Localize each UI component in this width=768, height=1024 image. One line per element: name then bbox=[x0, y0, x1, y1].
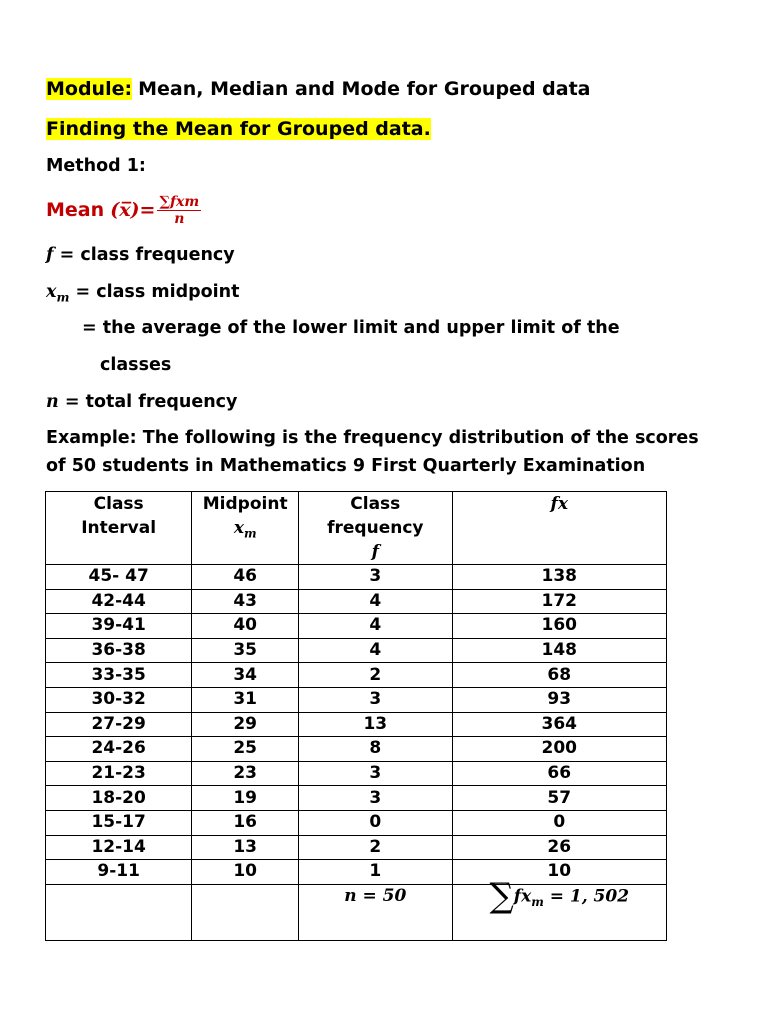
table-row bbox=[46, 712, 667, 737]
cell-interval: 15-17 bbox=[46, 810, 192, 835]
module-label: Module: bbox=[46, 78, 133, 100]
header-frequency-line1: Class bbox=[350, 494, 401, 514]
cell-midpoint: 13 bbox=[192, 835, 299, 860]
header-class-interval-line2: Interval bbox=[81, 518, 157, 538]
cell-midpoint: 35 bbox=[192, 638, 299, 663]
cell-interval: 12-14 bbox=[46, 835, 192, 860]
mean-label: Mean bbox=[46, 199, 105, 221]
header-class-interval-line1: Class bbox=[93, 494, 144, 514]
subtitle-text: Finding the Mean for Grouped data. bbox=[46, 118, 431, 140]
cell-midpoint: 19 bbox=[192, 786, 299, 811]
cell-interval: 24-26 bbox=[46, 737, 192, 762]
cell-interval: 33-35 bbox=[46, 663, 192, 688]
cell-midpoint: 46 bbox=[192, 565, 299, 590]
example-line2: of 50 students in Mathematics 9 First Quarterly Examination bbox=[46, 456, 646, 476]
table-row bbox=[46, 810, 667, 835]
table-row bbox=[46, 638, 667, 663]
total-fxm-value: = 1, 502 bbox=[543, 886, 630, 907]
table-body bbox=[46, 565, 667, 885]
total-fxm-subscript: m bbox=[531, 894, 544, 909]
xm-symbol: x bbox=[46, 282, 57, 302]
header-fx bbox=[452, 492, 666, 565]
header-midpoint bbox=[192, 492, 299, 565]
cell-midpoint: 34 bbox=[192, 663, 299, 688]
cell-frequency: 13 bbox=[299, 712, 452, 737]
cell-midpoint: 16 bbox=[192, 810, 299, 835]
xm-subscript: m bbox=[56, 289, 70, 305]
cell-interval: 42-44 bbox=[46, 589, 192, 614]
total-fxm bbox=[452, 875, 666, 940]
cell-frequency: 4 bbox=[299, 614, 452, 639]
header-class-frequency bbox=[299, 492, 452, 565]
header-fx-symbol: fx bbox=[550, 494, 568, 514]
midpoint-explanation-line1: = the average of the lower limit and upper limit of the bbox=[82, 318, 620, 338]
module-title bbox=[46, 78, 591, 100]
definition-xm bbox=[46, 282, 240, 305]
cell-fx: 148 bbox=[452, 638, 666, 663]
mean-denominator: n bbox=[174, 211, 185, 227]
n-text: = total frequency bbox=[58, 392, 238, 412]
example-line1: Example: The following is the frequency distribution of the scores bbox=[46, 428, 699, 448]
header-class-interval bbox=[46, 492, 192, 565]
cell-midpoint: 43 bbox=[192, 589, 299, 614]
cell-frequency: 3 bbox=[299, 761, 452, 786]
total-cell-empty-1 bbox=[46, 884, 192, 940]
cell-fx: 0 bbox=[452, 810, 666, 835]
f-text: = class frequency bbox=[53, 245, 235, 265]
mean-symbol: (x̅) bbox=[110, 199, 140, 221]
sigma-symbol: ∑ bbox=[489, 875, 514, 916]
frequency-table bbox=[45, 491, 667, 941]
header-midpoint-subscript: m bbox=[243, 526, 257, 541]
total-cell-empty-2 bbox=[192, 884, 299, 940]
cell-frequency: 2 bbox=[299, 663, 452, 688]
definition-n bbox=[46, 392, 237, 412]
cell-frequency: 8 bbox=[299, 737, 452, 762]
cell-fx: 10 bbox=[452, 860, 666, 885]
cell-interval: 45- 47 bbox=[46, 565, 192, 590]
cell-interval: 18-20 bbox=[46, 786, 192, 811]
cell-midpoint: 23 bbox=[192, 761, 299, 786]
cell-midpoint: 10 bbox=[192, 860, 299, 885]
cell-interval: 39-41 bbox=[46, 614, 192, 639]
table-row bbox=[46, 687, 667, 712]
definition-f bbox=[46, 245, 235, 265]
midpoint-explanation-line2: classes bbox=[100, 355, 172, 375]
cell-interval: 21-23 bbox=[46, 761, 192, 786]
cell-frequency: 4 bbox=[299, 638, 452, 663]
table-row bbox=[46, 565, 667, 590]
total-n-text: n = 50 bbox=[344, 885, 407, 906]
cell-fx: 93 bbox=[452, 687, 666, 712]
table-total-row bbox=[46, 884, 667, 940]
cell-fx: 68 bbox=[452, 663, 666, 688]
header-frequency-symbol: f bbox=[371, 542, 379, 562]
total-fxm-symbol: fx bbox=[513, 886, 532, 907]
mean-fraction bbox=[157, 194, 201, 227]
cell-fx: 200 bbox=[452, 737, 666, 762]
header-midpoint-line1: Midpoint bbox=[202, 494, 288, 514]
cell-interval: 30-32 bbox=[46, 687, 192, 712]
cell-interval: 9-11 bbox=[46, 860, 192, 885]
table-header-row bbox=[46, 492, 667, 565]
cell-fx: 57 bbox=[452, 786, 666, 811]
method-label: Method 1: bbox=[46, 156, 146, 176]
cell-fx: 26 bbox=[452, 835, 666, 860]
cell-frequency: 4 bbox=[299, 589, 452, 614]
cell-frequency: 2 bbox=[299, 835, 452, 860]
cell-interval: 36-38 bbox=[46, 638, 192, 663]
table-row bbox=[46, 589, 667, 614]
total-n bbox=[299, 884, 452, 940]
table-row bbox=[46, 786, 667, 811]
table-row bbox=[46, 663, 667, 688]
header-midpoint-symbol: x bbox=[233, 518, 244, 538]
n-symbol: n bbox=[46, 392, 59, 412]
cell-midpoint: 31 bbox=[192, 687, 299, 712]
module-title-text: Mean, Median and Mode for Grouped data bbox=[138, 78, 591, 100]
mean-numerator: ∑fxm bbox=[159, 194, 200, 210]
mean-equals: = bbox=[139, 199, 156, 221]
cell-frequency: 3 bbox=[299, 565, 452, 590]
cell-midpoint: 25 bbox=[192, 737, 299, 762]
cell-fx: 138 bbox=[452, 565, 666, 590]
cell-fx: 364 bbox=[452, 712, 666, 737]
cell-midpoint: 40 bbox=[192, 614, 299, 639]
table-row bbox=[46, 761, 667, 786]
section-subtitle bbox=[46, 118, 431, 140]
table-row bbox=[46, 835, 667, 860]
cell-frequency: 1 bbox=[299, 860, 452, 885]
cell-fx: 66 bbox=[452, 761, 666, 786]
cell-fx: 172 bbox=[452, 589, 666, 614]
xm-text: = class midpoint bbox=[69, 282, 240, 302]
table-row bbox=[46, 737, 667, 762]
header-frequency-line2: frequency bbox=[327, 518, 424, 538]
cell-fx: 160 bbox=[452, 614, 666, 639]
mean-formula bbox=[46, 194, 201, 227]
table-row bbox=[46, 860, 667, 885]
cell-interval: 27-29 bbox=[46, 712, 192, 737]
cell-frequency: 0 bbox=[299, 810, 452, 835]
cell-midpoint: 29 bbox=[192, 712, 299, 737]
f-symbol: f bbox=[46, 245, 54, 265]
cell-frequency: 3 bbox=[299, 687, 452, 712]
table-row bbox=[46, 614, 667, 639]
cell-frequency: 3 bbox=[299, 786, 452, 811]
